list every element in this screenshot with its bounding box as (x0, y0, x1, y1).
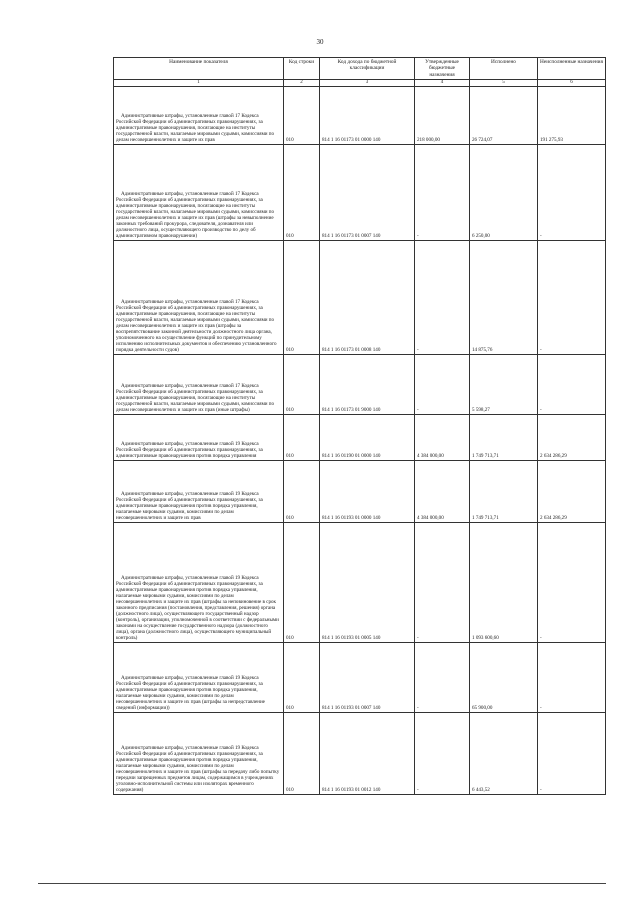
executed-amount: 1 749 713,71 (470, 414, 538, 460)
approved-amount: - (415, 642, 470, 712)
executed-amount: 1 749 713,71 (470, 460, 538, 522)
unexecuted-amount: - (538, 642, 606, 712)
executed-amount: 65 900,00 (470, 642, 538, 712)
line-code: 010 (284, 642, 320, 712)
line-code: 010 (284, 86, 320, 144)
indicator-name: Административные штрафы, установленные главой 17 Кодекса Российской Федерации об административных правонарушениях, за административные правонарушения, посягающие на институты государственной власти, налагаемые мировыми судьями, комиссиями по делам несовершеннолетних и защите их прав (иные штрафы) (114, 354, 284, 414)
indicator-name: Административные штрафы, установленные главой 19 Кодекса Российской Федерации об административных правонарушениях, за административные правонарушения против порядка управления (114, 414, 284, 460)
unexecuted-amount: 2 634 286,29 (538, 460, 606, 522)
approved-amount: - (415, 522, 470, 642)
header-executed: Исполнено (470, 58, 538, 80)
column-index: 1 (114, 79, 284, 86)
table-row (114, 414, 606, 460)
indicator-name: Административные штрафы, установленные главой 17 Кодекса Российской Федерации об административных правонарушениях, за административные правонарушения, посягающие на институты государственной власти, налагаемые мировыми судьями, комиссиями по делам несовершеннолетних и защите их прав (штрафы за воспрепятствование законной деятельности должностного лица органа, уполномоченного на осуществление функций по принудительному исполнению исполнительных документов и обеспечению установленного порядка деятельности судов) (114, 240, 284, 354)
unexecuted-amount: 2 634 286,29 (538, 414, 606, 460)
unexecuted-amount: - (538, 240, 606, 354)
budget-execution-table (113, 57, 606, 795)
table-row (114, 354, 606, 414)
table-row (114, 712, 606, 794)
line-code: 010 (284, 712, 320, 794)
unexecuted-amount: - (538, 522, 606, 642)
indicator-name: Административные штрафы, установленные главой 19 Кодекса Российской Федерации об административных правонарушениях, за административные правонарушения против порядка управления, налагаемые мировыми судьями, комиссиями по делам несовершеннолетних и защите их прав (штрафы за передачу либо попытку передачи запрещенных предметов лицам, содержащимся в учреждениях уголовно-исполнительной системы или изоляторах временного содержания) (114, 712, 284, 794)
approved-amount: - (415, 144, 470, 240)
indicator-name: Административные штрафы, установленные главой 19 Кодекса Российской Федерации об административных правонарушениях, за административные правонарушения против порядка управления, налагаемые мировыми судьями, комиссиями по делам несовершеннолетних и защите их прав (штрафы за неповиновение в срок законного предписания (постановления, представления, решения) органа (должностного лица), осуществляющего государственный надзор (контроль), организации, уполномоченной в соответствии с федеральными законами на осуществление государственного надзора (должностного лица), органа (должностного лица), осуществляющего муниципальный контроль) (114, 522, 284, 642)
approved-amount: 4 384 000,00 (415, 460, 470, 522)
line-code: 010 (284, 144, 320, 240)
column-index: 6 (538, 79, 606, 86)
table-row (114, 86, 606, 144)
footer-divider (38, 883, 606, 884)
line-code: 010 (284, 414, 320, 460)
table-row (114, 522, 606, 642)
column-index: 4 (415, 79, 470, 86)
unexecuted-amount: - (538, 354, 606, 414)
table-row (114, 240, 606, 354)
approved-amount: 4 384 000,00 (415, 414, 470, 460)
approved-amount: - (415, 712, 470, 794)
executed-amount: 5 598,27 (470, 354, 538, 414)
unexecuted-amount: - (538, 712, 606, 794)
income-code: 814 1 16 01190 01 0000 140 (320, 414, 415, 460)
line-code: 010 (284, 354, 320, 414)
approved-amount: - (415, 240, 470, 354)
header-unexecuted: Неисполненные назначения (538, 58, 606, 80)
approved-amount: 218 000,00 (415, 86, 470, 144)
header-income-code: Код дохода по бюджетной классификации (320, 58, 415, 80)
indicator-name: Административные штрафы, установленные главой 17 Кодекса Российской Федерации об административных правонарушениях, за административные правонарушения, посягающие на институты государственной власти, налагаемые мировыми судьями, комиссиями по делам несовершеннолетних и защите их прав (114, 86, 284, 144)
column-index: 3 (320, 79, 415, 86)
line-code: 010 (284, 240, 320, 354)
table-index-row (114, 79, 606, 86)
executed-amount: 6 250,00 (470, 144, 538, 240)
approved-amount: - (415, 354, 470, 414)
income-code: 814 1 16 01173 01 0000 140 (320, 86, 415, 144)
table-header-row (114, 58, 606, 80)
income-code: 814 1 16 01193 01 0000 140 (320, 460, 415, 522)
header-indicator-name: Наименование показателя (114, 58, 284, 80)
indicator-name: Административные штрафы, установленные главой 17 Кодекса Российской Федерации об административных правонарушениях, за административные правонарушения, посягающие на институты государственной власти, налагаемые мировыми судьями, комиссиями по делам несовершеннолетних и защите их прав (штрафы за невыполнение законных требований прокурора, следователя, дознавателя или должностного лица, осуществляющего производство по делу об административном правонарушении) (114, 144, 284, 240)
income-code: 814 1 16 01173 01 9000 140 (320, 354, 415, 414)
header-line-code: Код строки (284, 58, 320, 80)
income-code: 814 1 16 01193 01 0007 140 (320, 642, 415, 712)
header-approved: Утвержденные бюджетные назначения (415, 58, 470, 80)
column-index: 2 (284, 79, 320, 86)
page-number: 30 (316, 38, 324, 46)
executed-amount: 26 724,07 (470, 86, 538, 144)
line-code: 010 (284, 522, 320, 642)
unexecuted-amount: - (538, 144, 606, 240)
indicator-name: Административные штрафы, установленные главой 19 Кодекса Российской Федерации об административных правонарушениях, за административные правонарушения против порядка управления, налагаемые мировыми судьями, комиссиями по делам несовершеннолетних и защите их прав (штрафы за непредставление сведений (информации)) (114, 642, 284, 712)
income-code: 814 1 16 01193 01 0012 140 (320, 712, 415, 794)
column-index: 5 (470, 79, 538, 86)
table-row (114, 460, 606, 522)
income-code: 814 1 16 01173 01 0008 140 (320, 240, 415, 354)
line-code: 010 (284, 460, 320, 522)
executed-amount: 14 875,76 (470, 240, 538, 354)
income-code: 814 1 16 01193 01 0005 140 (320, 522, 415, 642)
unexecuted-amount: 191 275,93 (538, 86, 606, 144)
table-row (114, 144, 606, 240)
indicator-name: Административные штрафы, установленные главой 19 Кодекса Российской Федерации об административных правонарушениях, за административные правонарушения против порядка управления, налагаемые мировыми судьями, комиссиями по делам несовершеннолетних и защите их прав (114, 460, 284, 522)
executed-amount: 6 443,52 (470, 712, 538, 794)
income-code: 814 1 16 01173 01 0007 140 (320, 144, 415, 240)
executed-amount: 1 093 600,60 (470, 522, 538, 642)
table-row (114, 642, 606, 712)
